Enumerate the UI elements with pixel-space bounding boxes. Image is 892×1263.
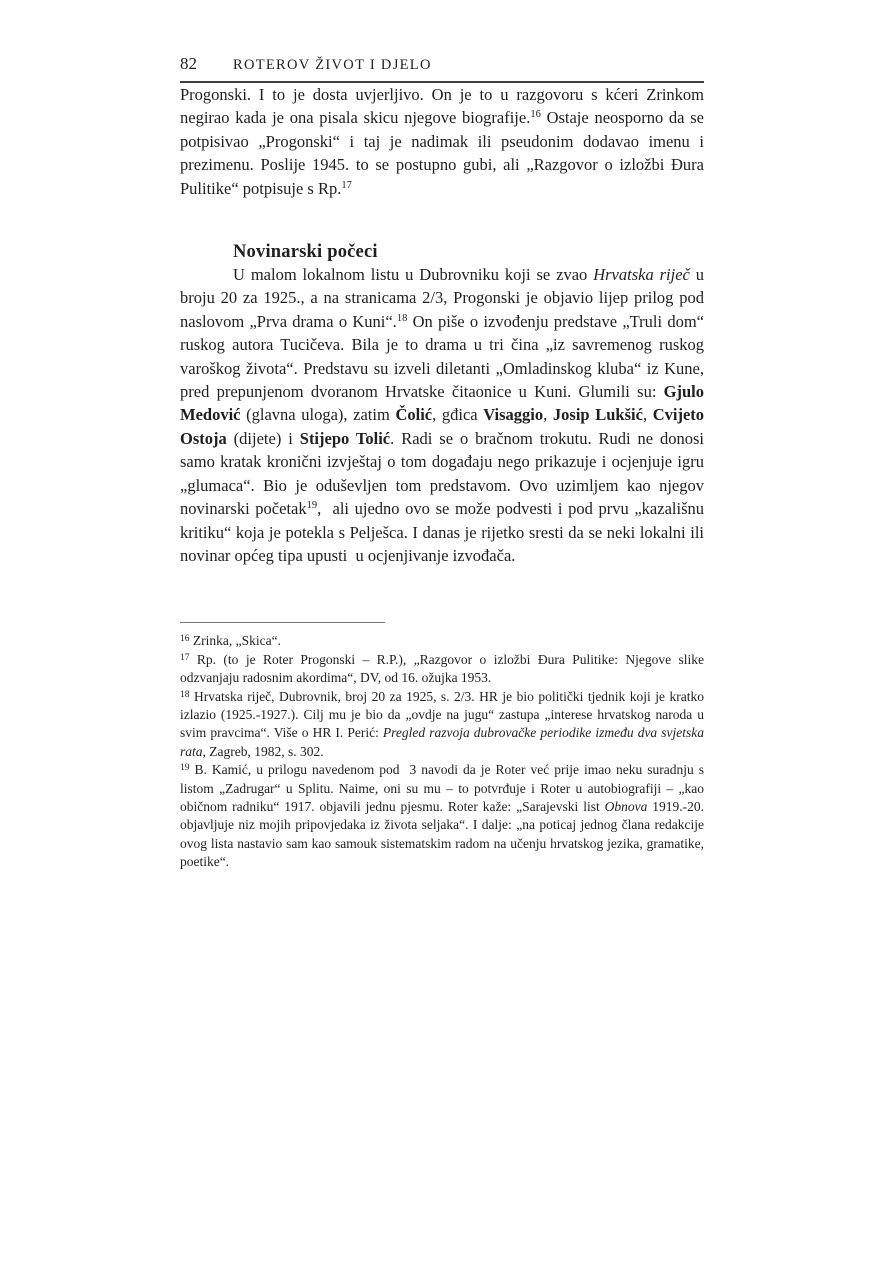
footnotes-section [180,622,704,871]
actor-name: Cvijeto Ostoja [180,405,705,448]
footnote-ref-19: 19 [306,500,318,512]
footnote-ref-16: 16 [530,109,541,121]
footnote-16 [180,632,704,650]
footnote-separator-rule [180,622,385,623]
footnote-text: 1919.-20. objavljuje niz mojih pripovjedaka iz života seljaka“. I dalje: „na poticaj jednog člana redakcije ovog lista nastavio sam kao samouk sistematskim radom na učenju hrvatskog jezika, gramatike, poetike“. [180,798,704,870]
page-header [180,54,704,81]
footnote-text: Rp. (to je Roter Progonski – R.P.), „Razgovor o izložbi Đura Pulitike: Njegove slike odzvanjaju radosnim akordima“, DV, od 16. ožujka 1953. [180,651,704,686]
book-title-italic: Pregled razvoja dubrovačke periodike između dva svjetska rata [180,725,704,759]
paragraph-novinarski-poceci [180,263,704,567]
text-run: , gđica [432,405,484,425]
body-text [180,83,704,567]
footnote-ref-18: 18 [396,312,408,324]
text-run: , [543,405,553,425]
text-run: (dijete) i [226,428,300,448]
footnote-text: B. Kamić, u prilogu navedenom pod 3 navodi da je Roter već prije imao neku suradnju s listom „Zadrugar“ u Splitu. Naime, oni su mu – to potvrđuje i Roter u autobiografiji – „kao običnom radniku“ 1917. objavili jednu pjesmu. Roter kaže: „Sarajevski list [180,762,704,814]
text-run: u broju 20 za 1925., a na stranicama 2/3, Progonski je objavio lijep prilog pod naslovom „Prva drama o Kuni“. [180,265,704,331]
text-run: , ali ujedno ovo se može podvesti i pod prvu „kazališnu kritiku“ koja je potekla s Pelješca. I danas je rijetko sresti da se neki lokalni ili novinar općeg tipa upusti u ocjenjivanje izvođača. [180,499,704,565]
footnote-text: Hrvatska riječ, Dubrovnik, broj 20 za 1925, s. 2/3. HR je bio politički tjednik koji je kratko izlazio (1925.-1927.). Cilj mu je bio da „ovdje na jugu“ zastupa „interese hrvatskog naroda u svim pravcima“. Više o HR I. Perić: [180,688,704,741]
paragraph-progonski [180,83,704,200]
footnote-number: 18 [180,689,190,700]
section-heading: Novinarski počeci [233,242,378,263]
text-run: , [642,405,653,425]
text-run: Ostaje neosporno da se potpisivao „Progonski“ i taj je nadimak ili pseudonim dodavao imenu i prezimenu. Poslije 1945. to se postupno gubi, ali „Razgovor o izložbi Đura Pulitike“ potpisuje s Rp. [180,108,704,198]
newspaper-title-italic: Obnova [604,798,648,814]
footnote-text: Zrinka, „Skica“. [189,633,281,649]
text-run: U malom lokalnom listu u Dubrovniku koji se zvao [233,265,594,285]
footnote-19 [180,761,704,871]
page-content [180,54,704,872]
footnote-text: , Zagreb, 1982, s. 302. [202,743,324,759]
footnote-18 [180,688,704,762]
newspaper-title-italic: Hrvatska riječ [593,265,690,285]
text-run: Progonski. I to je dosta uvjerljivo. On je to u razgovoru s kćeri Zrinkom negirao kada je ona pisala skicu njegove biografije. [180,85,704,128]
running-title: ROTEROV ŽIVOT I DJELO [233,57,432,73]
actor-name: Čolić [395,405,433,425]
footnote-number: 19 [180,763,190,774]
text-run: (glavna uloga), zatim [240,405,396,425]
page-number: 82 [180,54,197,73]
text-run: . Radi se o bračnom trokutu. Rudi ne donosi samo kratak kronični izvještaj o tom događaju nego prikazuje i ocjenjuje igru „glumaca“. Bio je oduševljen tom predstavom. Ovo uzimljem kao njegov novinarski početak [180,428,705,519]
actor-name: Stijepo Tolić [299,428,391,448]
actor-name: Josip Lukšić [552,405,643,425]
footnote-ref-17: 17 [341,179,352,191]
text-run: On piše o izvođenju predstave „Truli dom“ ruskog autora Tucičeva. Bila je to drama u tri čina „iz savremenog ruskog varoškog života“. Predstavu su izveli diletanti „Omladinskog kluba“ iz Kune, pred prepunjenom dvoranom Hrvatske čitaonice u Kuni. Glumili su: [180,311,704,402]
actor-name: Gjulo Medović [180,382,704,425]
footnote-17 [180,651,704,688]
footnote-number: 17 [180,652,190,663]
actor-name: Visaggio [483,405,544,425]
footnote-number: 16 [180,634,190,645]
